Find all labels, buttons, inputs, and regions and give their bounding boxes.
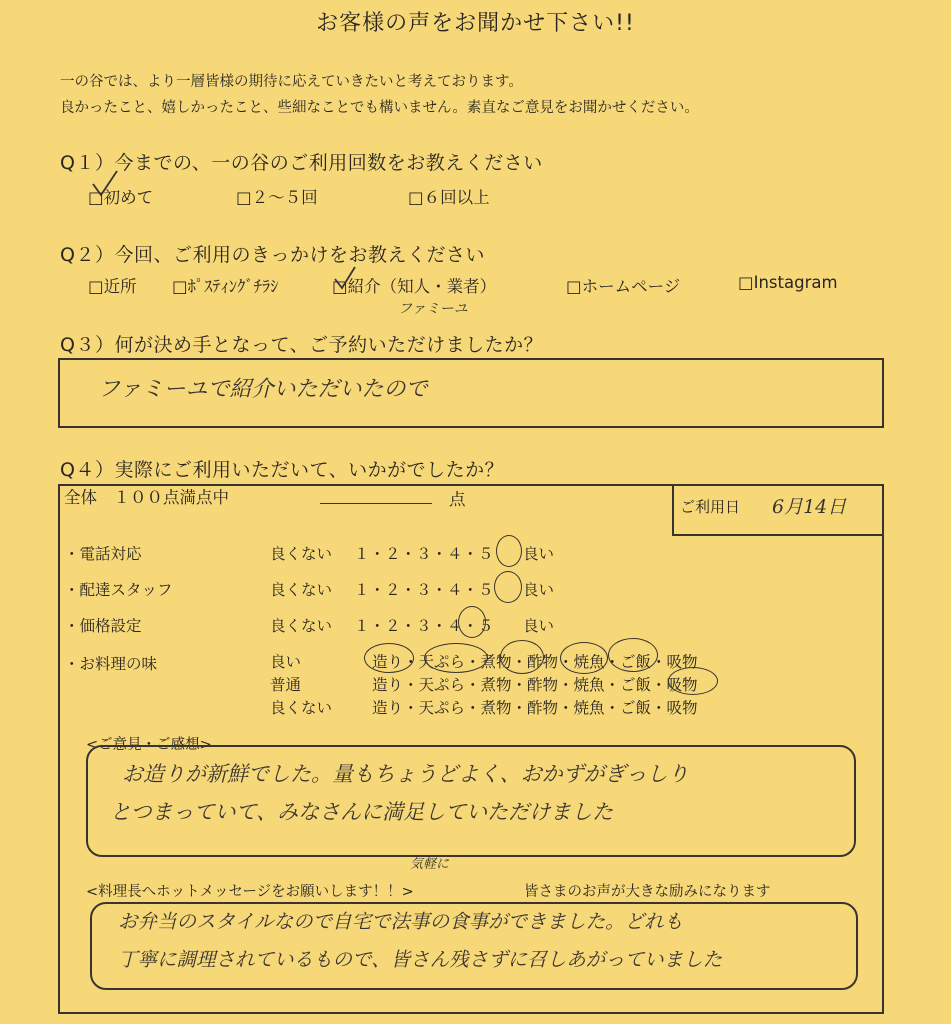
taste-good-items[interactable]: 造り・天ぷら・煮物・酢物・焼魚・ご飯・吸物: [372, 653, 698, 671]
taste-bad-items[interactable]: 造り・天ぷら・煮物・酢物・焼魚・ご飯・吸物: [372, 699, 698, 717]
q2-option-homepage[interactable]: □ホームページ: [566, 277, 681, 296]
date-value[interactable]: 6月14日: [772, 496, 847, 518]
taste-good-tsukuri-circle: [364, 643, 414, 673]
taste-good-nimono-circle: [500, 640, 544, 674]
rating-staff-low: 良くない: [270, 581, 333, 599]
intro-line-1: 一の谷では、より一層皆様の期待に応えていきたいと考えております。: [60, 74, 523, 90]
q3-answer: ファミーユで紹介いただいたので: [98, 377, 428, 402]
rating-staff-scale[interactable]: １・２・３・４・５: [354, 581, 494, 599]
comments-line-2: とつまっていて、みなさんに満足していただけました: [110, 800, 614, 824]
rating-price-scale[interactable]: １・２・３・４・５: [354, 617, 494, 635]
taste-normal-level: 普通: [270, 676, 302, 694]
taste-normal-items[interactable]: 造り・天ぷら・煮物・酢物・焼魚・ご飯・吸物: [372, 676, 698, 694]
chef-message-line-2: 丁寧に調理されているもので、皆さん残さずに召しあがっていました: [118, 948, 723, 971]
taste-bad-level: 良くない: [270, 699, 333, 717]
comments-line-1: お造りが新鮮でした。量もちょうどよく、おかずがぎっしり: [122, 762, 689, 786]
rating-price-label: ・価格設定: [64, 617, 142, 635]
q1-option-first[interactable]: □初めて: [88, 188, 154, 207]
q2-option-flyer[interactable]: □ﾎﾟｽﾃｨﾝｸﾞﾁﾗｼ: [172, 277, 279, 296]
overall-score-label: 全体 １００点満点中: [64, 488, 229, 507]
date-label: ご利用日: [680, 498, 741, 516]
rating-price-high: 良い: [523, 617, 555, 635]
chef-message-insert: 気軽に: [410, 857, 450, 872]
taste-good-yakizakana-circle: [608, 638, 658, 672]
rating-staff-selected-circle: [494, 571, 522, 603]
taste-normal-gohan-circle: [668, 667, 718, 695]
rating-phone-low: 良くない: [270, 545, 333, 563]
chef-message-label: <料理長へホットメッセージをお願いします！！>: [86, 884, 414, 900]
rating-price-selected-circle: [458, 606, 486, 638]
intro-line-2: 良かったこと、嬉しかったこと、些細なことでも構いません。素直なご意見をお聞かせください。: [60, 100, 699, 116]
q1-check-mark-icon: [90, 168, 120, 200]
rating-staff-label: ・配達スタッフ: [64, 581, 173, 599]
q1-option-6plus[interactable]: □６回以上: [408, 188, 490, 207]
rating-staff-high: 良い: [523, 581, 555, 599]
rating-phone-scale[interactable]: １・２・３・４・５: [354, 545, 494, 563]
q2-check-mark-icon: [332, 264, 358, 292]
q4-question: Q４）実際にご利用いただいて、いかがでしたか？: [60, 459, 505, 481]
taste-good-level: 良い: [270, 653, 302, 671]
rating-phone-selected-circle: [496, 535, 522, 567]
q2-question: Q２）今回、ご利用のきっかけをお教えください: [60, 244, 485, 266]
rating-phone-label: ・電話対応: [64, 545, 142, 563]
q1-option-2to5[interactable]: □２～５回: [236, 188, 318, 207]
taste-label: ・お料理の味: [64, 655, 158, 673]
q2-handwritten-note: ファミーユ: [398, 301, 468, 317]
q2-option-referral[interactable]: □紹介（知人・業者）: [332, 277, 497, 296]
chef-message-tagline: 皆さまのお声が大きな励みになります: [524, 884, 771, 900]
q2-option-neighborhood[interactable]: □近所: [88, 277, 137, 296]
taste-good-sunomono-circle: [560, 642, 608, 674]
chef-message-line-1: お弁当のスタイルなので自宅で法事の食事ができました。どれも: [118, 910, 684, 933]
q2-option-instagram[interactable]: □Instagram: [738, 273, 838, 292]
comments-label: <ご意見・ご感想>: [86, 737, 212, 753]
q3-question: Q３）何が決め手となって、ご予約いただけましたか？: [60, 334, 544, 356]
page-title: お客様の声をお聞かせ下さい!!: [316, 11, 635, 36]
overall-score-input[interactable]: [320, 503, 432, 504]
taste-good-tempura-circle: [424, 643, 488, 673]
overall-score-unit: 点: [449, 490, 466, 509]
q1-question: Q１）今までの、一の谷のご利用回数をお教えください: [60, 152, 543, 174]
rating-price-low: 良くない: [270, 617, 333, 635]
rating-phone-high: 良い: [523, 545, 555, 563]
